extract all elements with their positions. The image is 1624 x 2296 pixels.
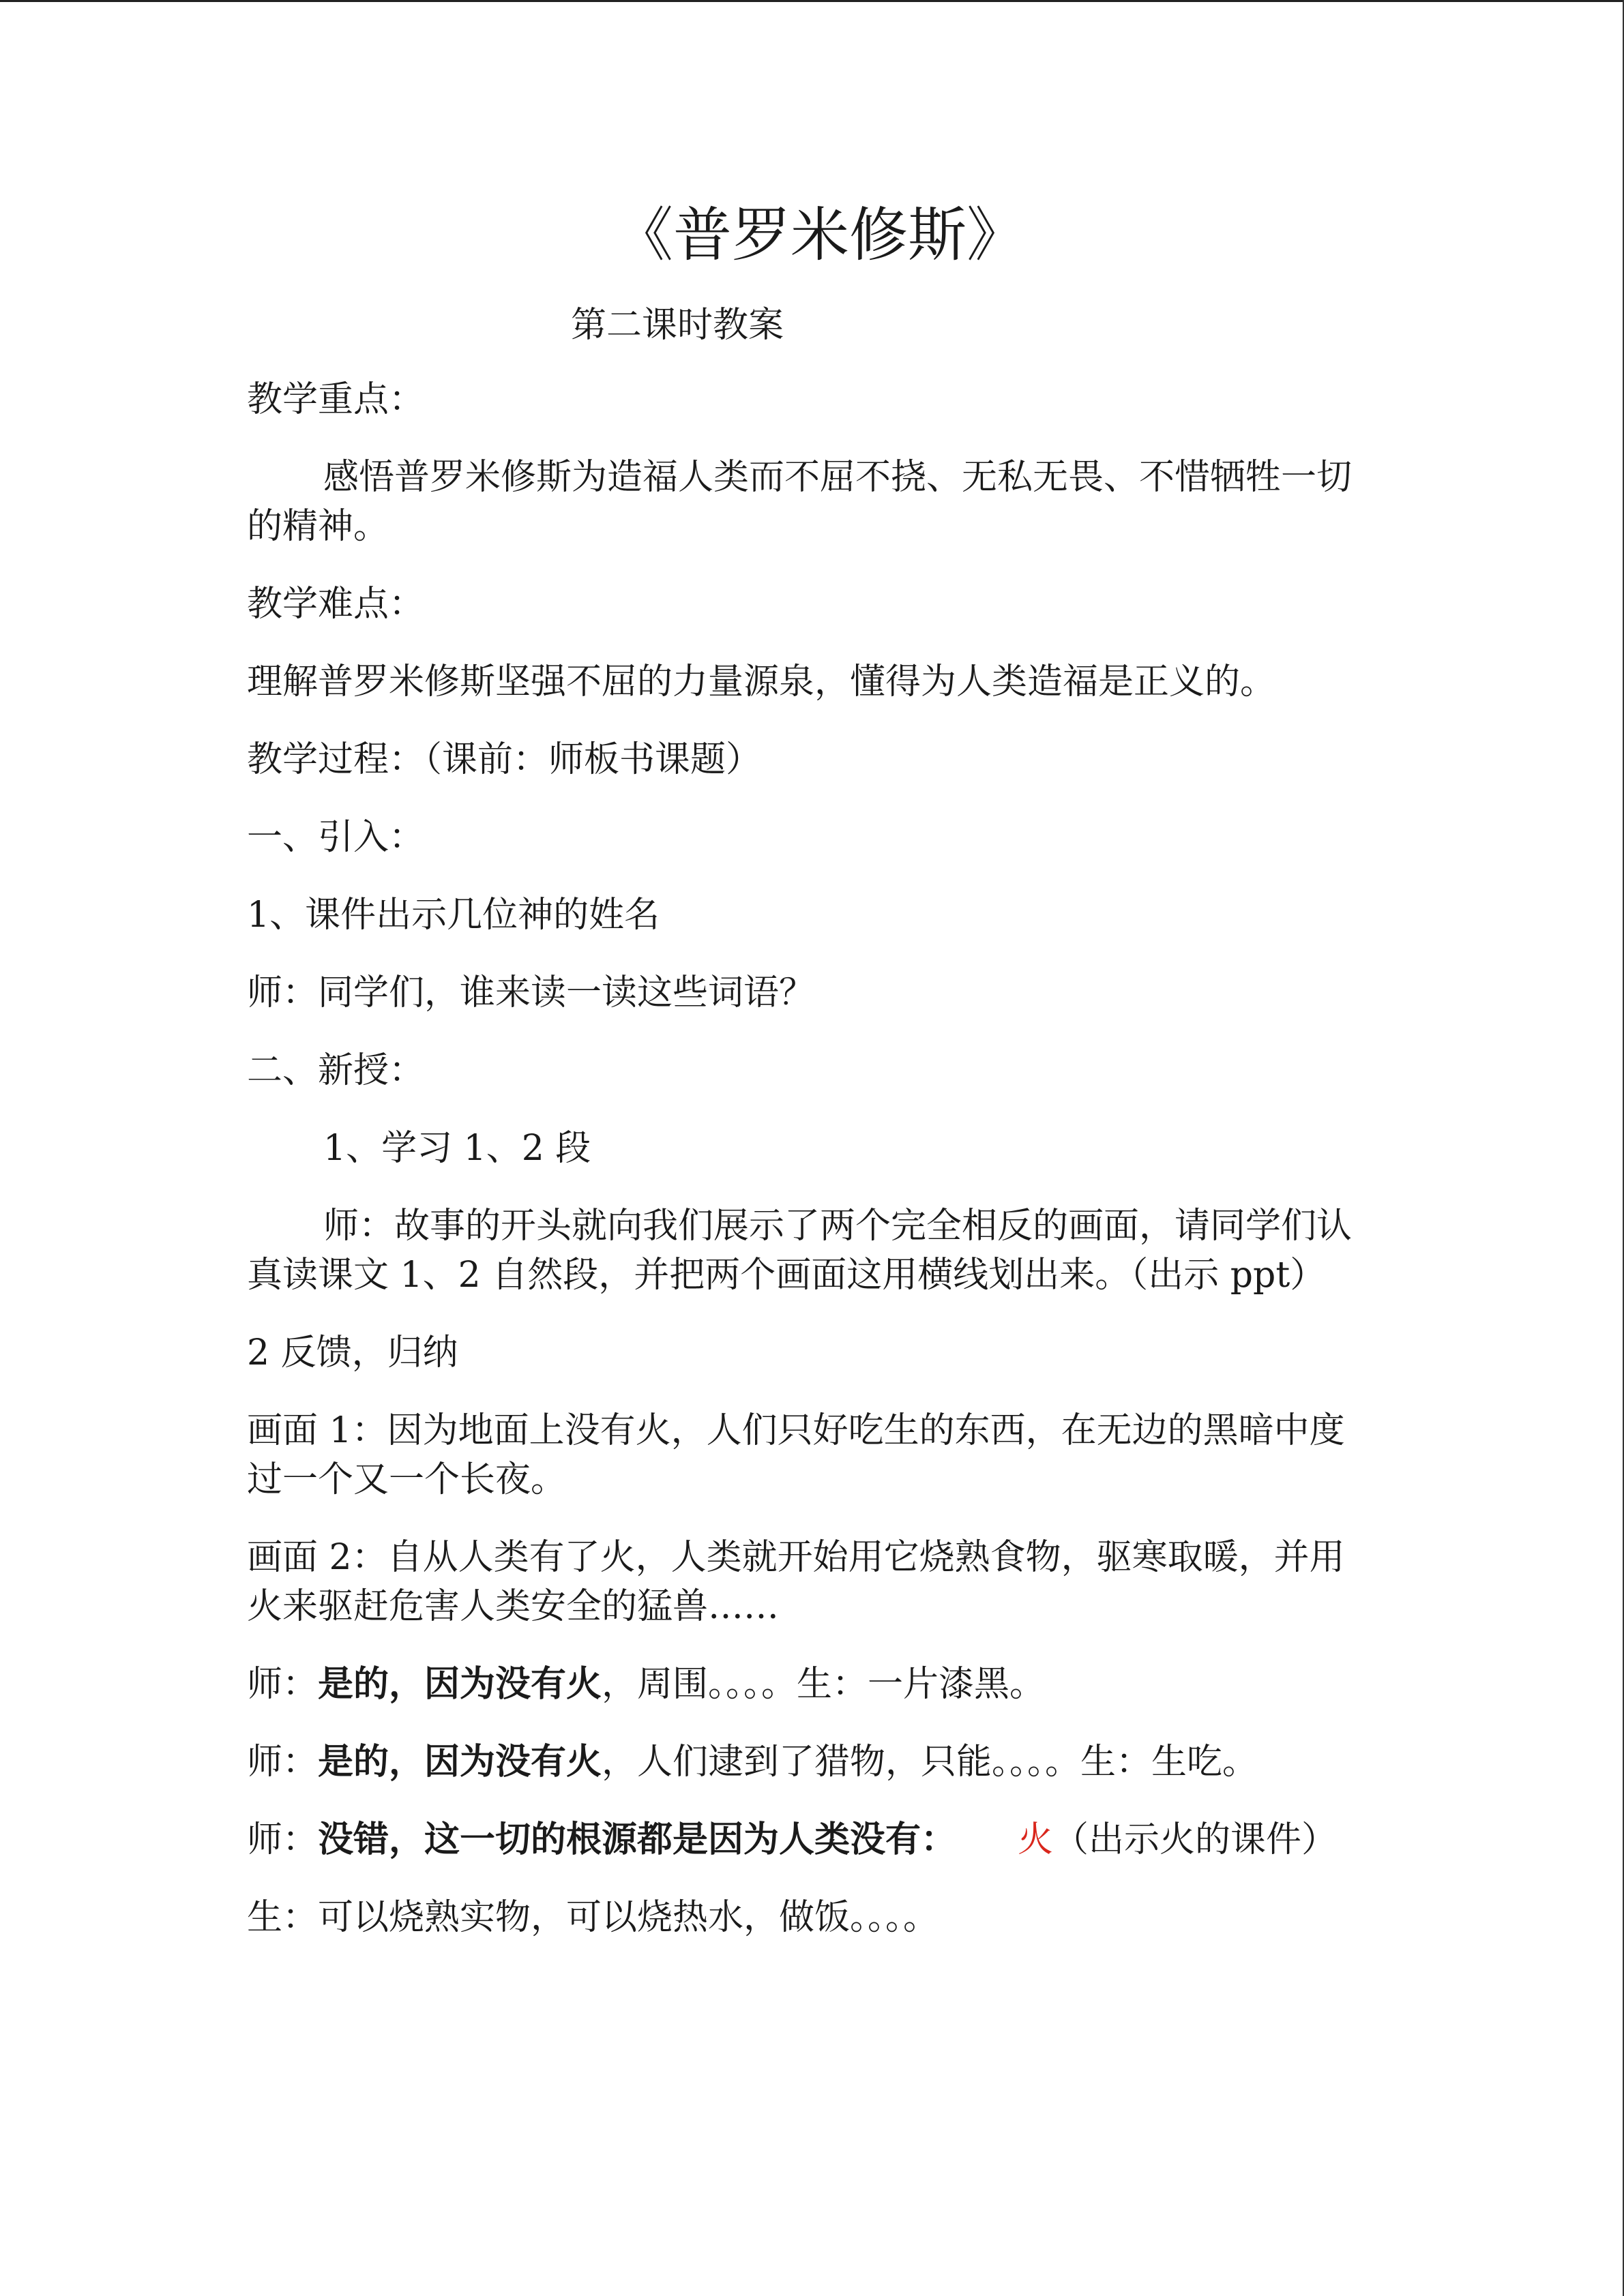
- dialogue-prefix: 师：: [247, 1664, 319, 1705]
- intro-item-1: 1、课件出示几位神的姓名: [247, 895, 660, 936]
- dialogue-rest: （出示火的课件）: [1053, 1819, 1338, 1860]
- section-new-heading: 二、新授：: [247, 1050, 425, 1091]
- dialogue-prefix: 师：: [247, 1742, 319, 1783]
- highlight-fire: 火: [1018, 1819, 1054, 1860]
- dialogue-prefix: 师：: [247, 1819, 319, 1860]
- process-heading: 教学过程：（课前：师板书课题）: [247, 739, 762, 780]
- scene-2-text: 画面 2：自从人类有了火，人类就开始用它烧熟食物，驱寒取暖，并用火来驱赶危害人类安全的猛兽……: [247, 1537, 1345, 1627]
- dialogue-rest: ，人们逮到了猎物，只能。。。。生：生吃。: [602, 1742, 1258, 1783]
- difficulty-text: 理解普罗米修斯坚强不屈的力量源泉，懂得为人类造福是正义的。: [247, 661, 1276, 702]
- document-title: 《普罗米修斯》: [615, 201, 1025, 269]
- document-subtitle: 第二课时教案: [571, 305, 784, 346]
- dialogue-line-3: [247, 1815, 1379, 1864]
- dialogue-line-1: [247, 1660, 1379, 1709]
- key-points-text: 感悟普罗米修斯为造福人类而不屈不挠、无私无畏、不惜牺牲一切的精神。: [247, 457, 1353, 547]
- dialogue-bold: 是的，因为没有火: [318, 1663, 602, 1705]
- key-points-heading: 教学重点：: [247, 379, 425, 420]
- document-page: [247, 198, 1379, 1971]
- scene-1-text: 画面 1：因为地面上没有火，人们只好吃生的东西，在无边的黑暗中度过一个又一个长夜。: [247, 1410, 1345, 1500]
- new-teacher-line: 师：故事的开头就向我们展示了两个完全相反的画面，请同学们认真读课文 1、2 自然段，并把两个画面这用横线划出来。（出示 ppt）: [247, 1206, 1353, 1296]
- top-border: [0, 0, 1624, 2]
- dialogue-rest: ，周围。。。。生：一片漆黑。: [602, 1664, 1046, 1705]
- feedback-line: 2 反馈，归纳: [247, 1332, 458, 1373]
- dialogue-bold: 是的，因为没有火: [318, 1741, 602, 1783]
- dialogue-line-2: [247, 1738, 1379, 1787]
- dialogue-bold: 没错，这一切的根源都是因为人类没有：: [318, 1819, 957, 1860]
- difficulty-heading: 教学难点：: [247, 584, 425, 625]
- new-item-1: 1、学习 1、2 段: [323, 1128, 591, 1169]
- section-intro-heading: 一、引入：: [247, 817, 425, 858]
- intro-teacher-line: 师：同学们，谁来读一读这些词语？: [247, 972, 815, 1013]
- dialogue-line-4: 生：可以烧熟实物，可以烧热水，做饭。。。。: [247, 1897, 939, 1938]
